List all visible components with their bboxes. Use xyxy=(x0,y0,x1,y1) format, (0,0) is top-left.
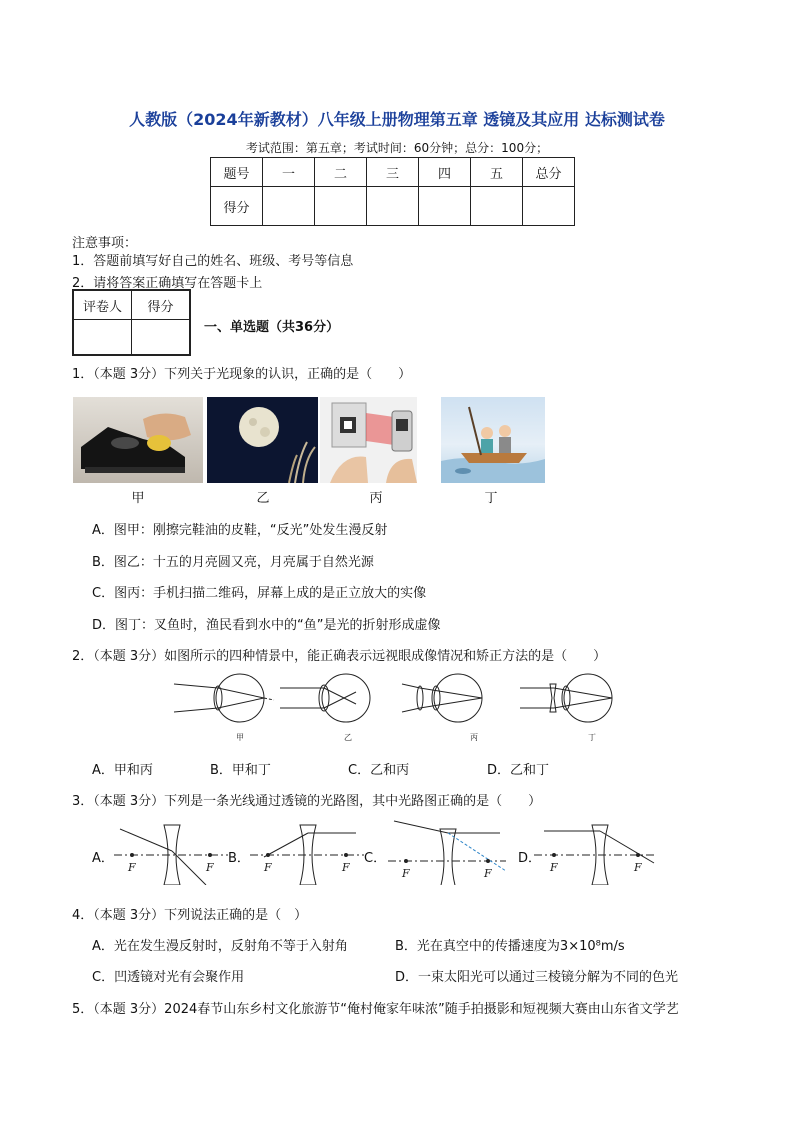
score-header-cell: 总分 xyxy=(523,158,575,187)
q1-caption: 甲 xyxy=(131,491,145,506)
question-5-stem: 5．（本题 3分）2024春节山东乡村文化旅游节“俺村俺家年味浓”随手拍摄影和短视频大赛由山东省文学艺 xyxy=(72,1002,679,1017)
question-4-stem: 4．（本题 3分）下列说法正确的是（ ） xyxy=(72,908,308,923)
score-header-cell: 一 xyxy=(263,158,315,187)
q1-caption: 乙 xyxy=(256,491,270,506)
q4-option-c[interactable]: C．凹透镜对光有会聚作用 xyxy=(92,970,245,985)
score-input-cell[interactable] xyxy=(367,187,419,226)
q2-caption: 乙 xyxy=(344,733,352,742)
q2-caption: 丙 xyxy=(470,733,478,742)
q1-image-qr-scan xyxy=(320,397,417,483)
q1-image-moon xyxy=(207,397,318,483)
focus-label: F xyxy=(206,861,214,874)
score-row-label: 得分 xyxy=(211,187,263,226)
q4-option-a[interactable]: A．光在发生漫反射时，反射角不等于入射角 xyxy=(92,939,348,954)
score-input-cell[interactable] xyxy=(471,187,523,226)
notes-heading: 注意事项： xyxy=(72,236,138,251)
score-header-cell: 五 xyxy=(471,158,523,187)
score-input-cell[interactable] xyxy=(263,187,315,226)
focus-label: F xyxy=(550,861,558,874)
q2-caption: 甲 xyxy=(236,733,244,742)
score-input-cell[interactable] xyxy=(523,187,575,226)
grader-score-label: 得分 xyxy=(132,290,191,320)
q2-option-c[interactable]: C．乙和丙 xyxy=(348,763,410,778)
score-header-cell: 三 xyxy=(367,158,419,187)
q1-image-shoe xyxy=(73,397,203,483)
q2-option-b[interactable]: B．甲和丁 xyxy=(210,763,271,778)
page-title: 人教版（2024年新教材）八年级上册物理第五章 透镜及其应用 达标测试卷 xyxy=(129,110,665,129)
score-header-cell: 四 xyxy=(419,158,471,187)
score-header-cell: 二 xyxy=(315,158,367,187)
note-item: 2．请将答案正确填写在答题卡上 xyxy=(72,276,263,291)
eye-diagram-jia xyxy=(174,674,274,722)
section-title: 一、单选题（共36分） xyxy=(204,320,340,335)
focus-label: F xyxy=(402,867,410,880)
grader-input-cell[interactable] xyxy=(132,320,191,356)
q3-option-b[interactable]: B． xyxy=(228,851,250,866)
focus-label: F xyxy=(634,861,642,874)
focus-label: F xyxy=(264,861,272,874)
q4-option-d[interactable]: D．一束太阳光可以通过三棱镜分解为不同的色光 xyxy=(395,970,679,985)
q1-option-c[interactable]: C．图丙：手机扫描二维码，屏幕上成的是正立放大的实像 xyxy=(92,586,427,601)
focus-label: F xyxy=(342,861,350,874)
grader-table xyxy=(72,289,191,356)
q2-option-d[interactable]: D．乙和丁 xyxy=(487,763,550,778)
exam-info: 考试范围：第五章；考试时间：60分钟；总分：100分； xyxy=(245,141,549,155)
q1-option-d[interactable]: D．图丁：叉鱼时，渔民看到水中的“鱼”是光的折射形成虚像 xyxy=(92,618,441,633)
question-1-stem: 1．（本题 3分）下列关于光现象的认识，正确的是（ ） xyxy=(72,367,412,382)
q3-option-a[interactable]: A． xyxy=(92,851,114,866)
grader-label: 评卷人 xyxy=(73,290,132,320)
q1-option-b[interactable]: B．图乙：十五的月亮圆又亮，月亮属于自然光源 xyxy=(92,555,374,570)
q2-caption: 丁 xyxy=(588,733,596,742)
q3-option-d[interactable]: D． xyxy=(518,851,542,866)
question-3-stem: 3．（本题 3分）下列是一条光线通过透镜的光路图，其中光路图正确的是（ ） xyxy=(72,794,542,809)
q1-option-a[interactable]: A．图甲：刚擦完鞋油的皮鞋，“反光”处发生漫反射 xyxy=(92,523,388,538)
question-2-stem: 2．（本题 3分）如图所示的四种情景中，能正确表示远视眼成像情况和矫正方法的是（ ） xyxy=(72,649,607,664)
q2-option-a[interactable]: A．甲和丙 xyxy=(92,763,153,778)
eye-diagram-ding xyxy=(520,674,612,722)
q1-image-fishing xyxy=(441,397,545,483)
focus-label: F xyxy=(128,861,136,874)
score-input-cell[interactable] xyxy=(419,187,471,226)
note-item: 1．答题前填写好自己的姓名、班级、考号等信息 xyxy=(72,254,354,269)
q4-option-b[interactable]: B．光在真空中的传播速度为3×10⁸m/s xyxy=(395,939,625,954)
eye-diagram-bing xyxy=(402,674,482,722)
score-input-cell[interactable] xyxy=(315,187,367,226)
q1-caption: 丁 xyxy=(484,491,498,506)
q3-option-c[interactable]: C． xyxy=(364,851,387,866)
eye-diagram-yi xyxy=(280,674,370,722)
q2-eye-diagrams xyxy=(170,670,630,750)
score-header-cell: 题号 xyxy=(211,158,263,187)
score-table xyxy=(210,157,575,226)
q1-caption: 丙 xyxy=(369,491,383,506)
focus-label: F xyxy=(484,867,492,880)
grader-input-cell[interactable] xyxy=(73,320,132,356)
